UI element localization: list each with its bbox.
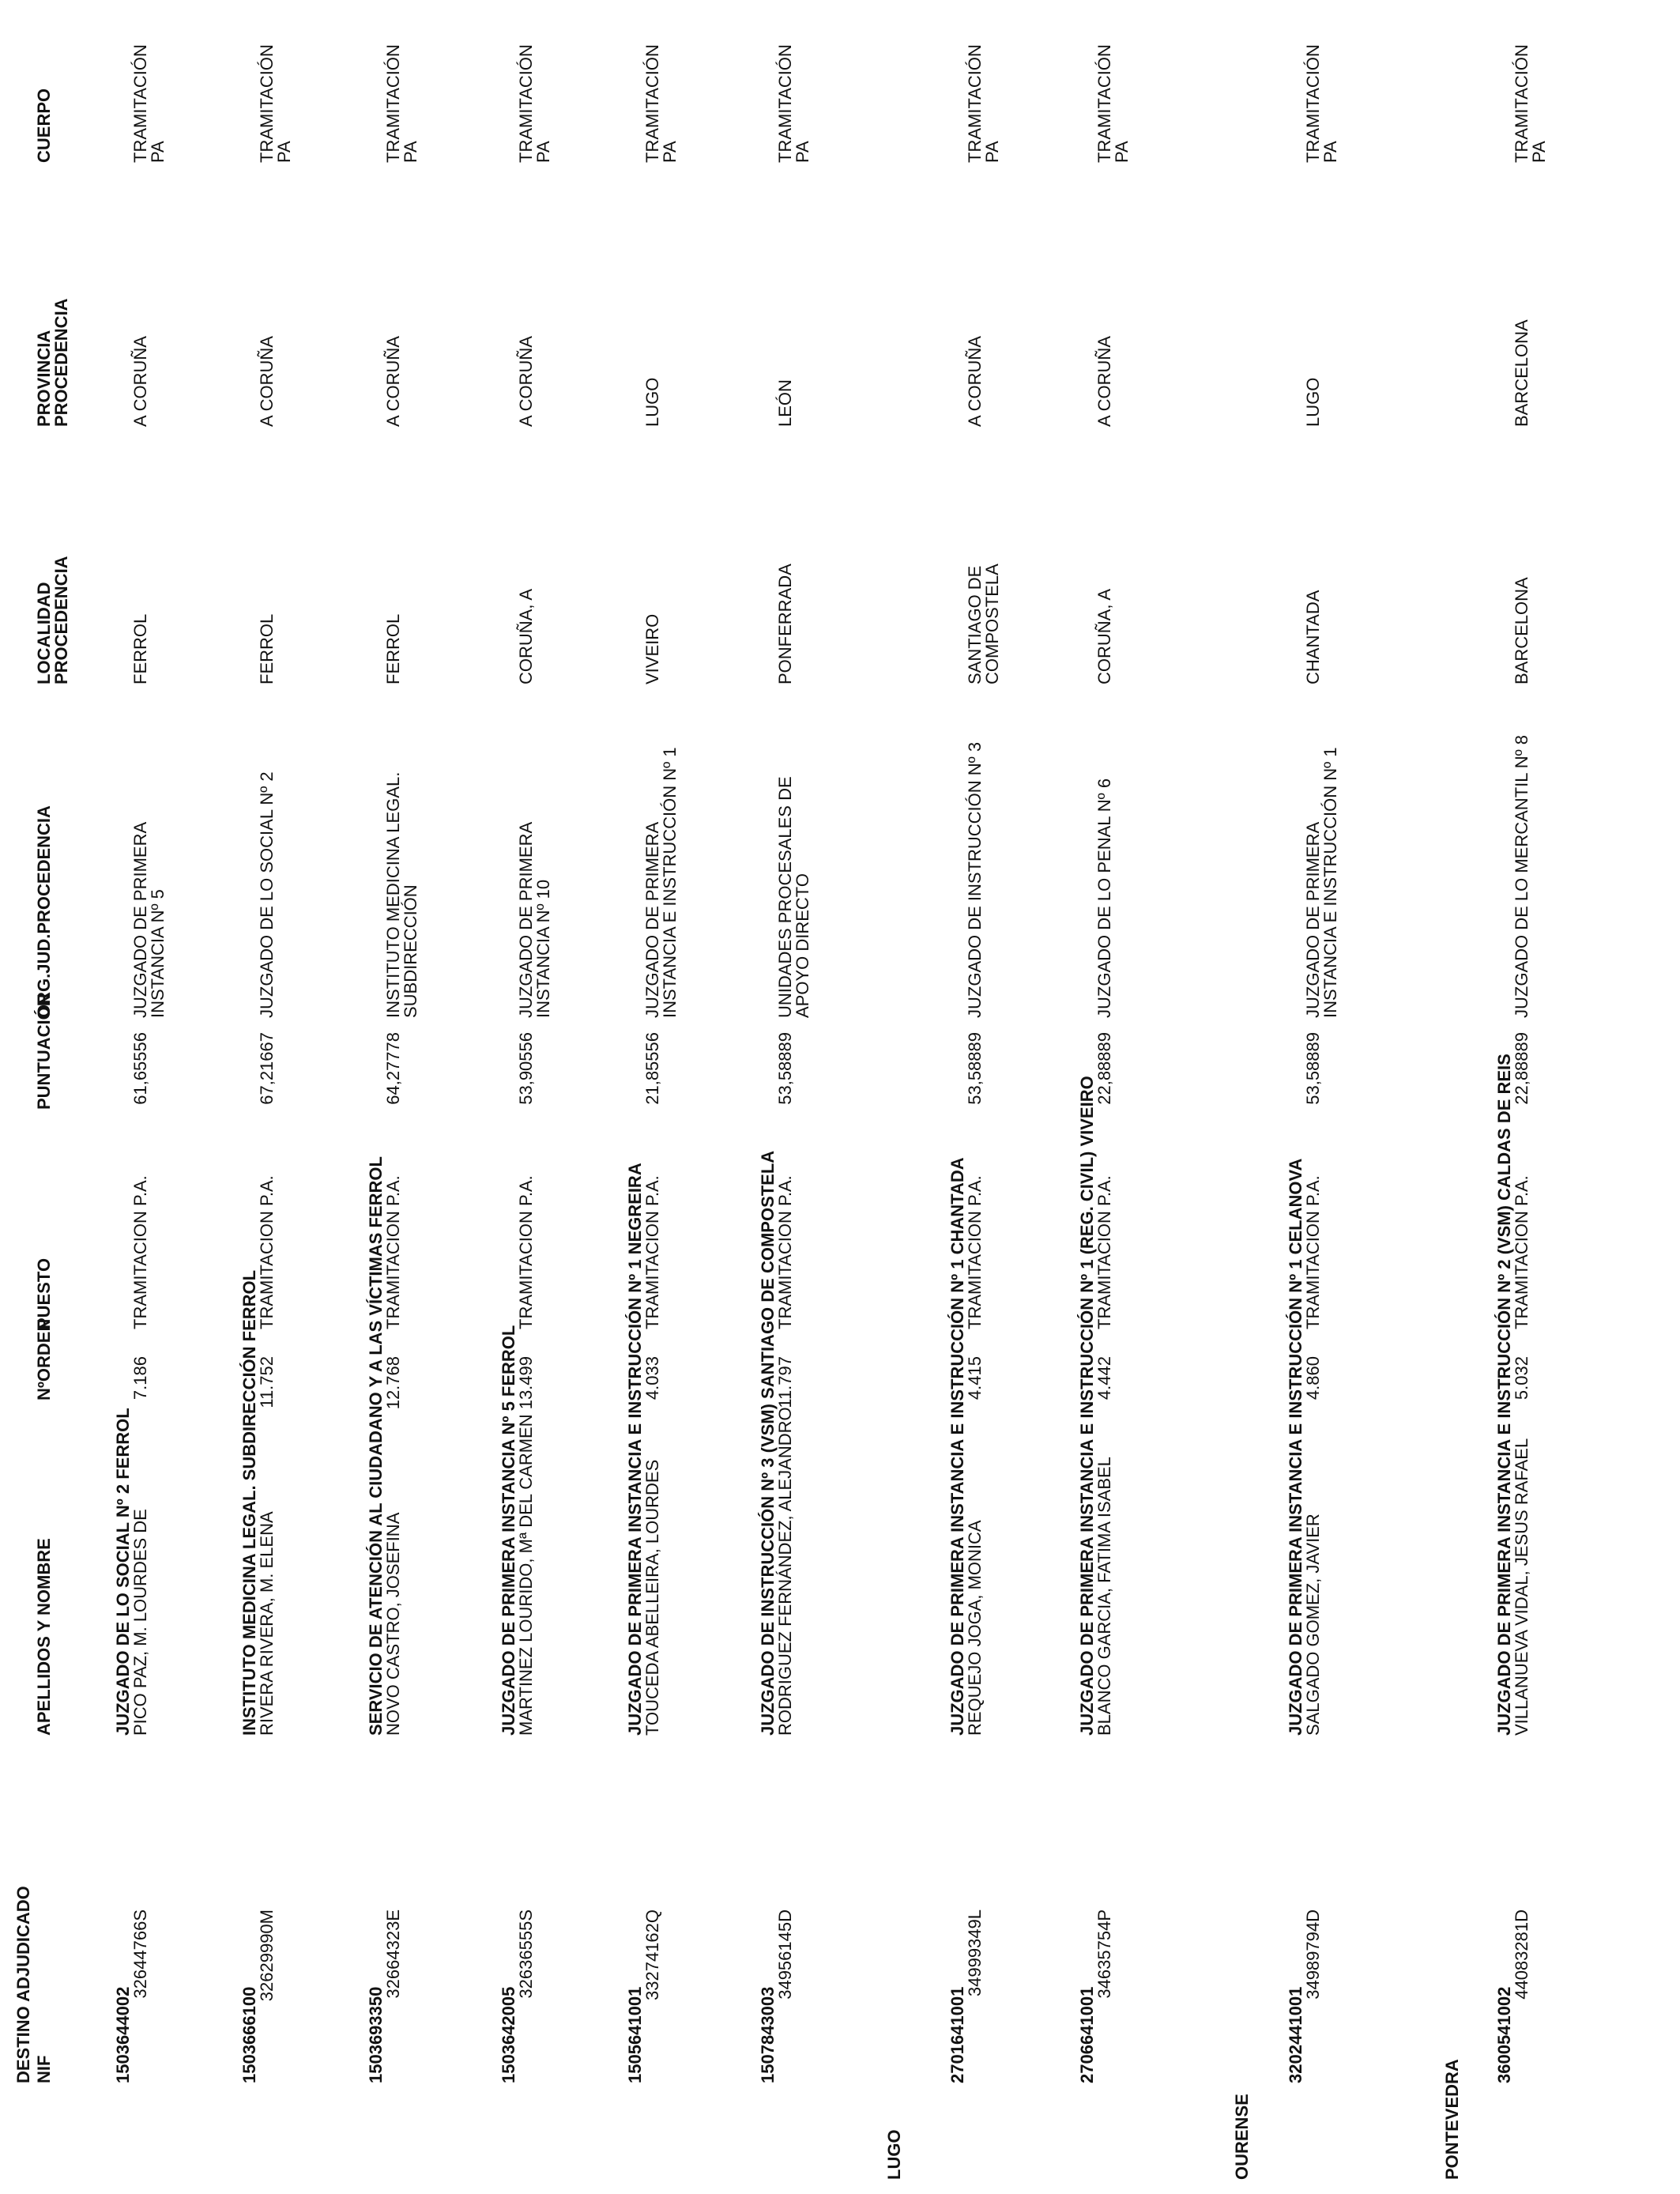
cuerpo-line-2: PA <box>1320 141 1340 163</box>
header-puntuacion: PUNTUACIÓN <box>34 993 54 1110</box>
header-destino: DESTINO ADJUDICADO <box>13 1886 33 2083</box>
org-line-2: INSTANCIA Nº 10 <box>533 879 553 1018</box>
cuerpo-line-2: PA <box>982 141 1002 163</box>
org-line-1: JUZGADO DE LO PENAL Nº 6 <box>1094 778 1114 1018</box>
puesto: TRAMITACION P.A. <box>257 1175 277 1329</box>
apellidos-nombre: TOUCEDA ABELLEIRA, LOURDES <box>642 1459 662 1736</box>
destino-name: SERVICIO DE ATENCIÓN AL CIUDADANO Y A LAS VÍCTIMAS FERROL <box>366 1156 386 1736</box>
cuerpo-line-2: PA <box>660 141 680 163</box>
org-line-1: UNIDADES PROCESALES DE <box>775 776 795 1018</box>
cuerpo-line-1: TRAMITACIÓN <box>1303 44 1323 163</box>
cuerpo-line-1: TRAMITACIÓN <box>1512 44 1531 163</box>
nif: 34956145D <box>775 1909 795 2000</box>
header-localidad-1: LOCALIDAD <box>34 582 54 684</box>
provincia: A CORUÑA <box>130 336 150 427</box>
puesto: TRAMITACION P.A. <box>516 1175 536 1329</box>
org-line-2: APOYO DIRECTO <box>793 873 812 1018</box>
org-line-1: JUZGADO DE LO SOCIAL Nº 2 <box>257 771 277 1018</box>
puntuacion: 64,27778 <box>383 1032 403 1105</box>
localidad: CHANTADA <box>1303 590 1323 684</box>
header-org: ORG.JUD.PROCEDENCIA <box>34 805 54 1018</box>
org-line-2: INSTANCIA E INSTRUCCIÓN Nº 1 <box>1320 747 1340 1018</box>
header-nif: NIF <box>34 2055 54 2083</box>
nif: 32664323E <box>383 1909 403 1999</box>
org-line-1: JUZGADO DE LO MERCANTIL Nº 8 <box>1512 734 1531 1018</box>
destino-code: 2701641001 <box>947 1986 967 2083</box>
puntuacion: 67,21667 <box>257 1032 277 1105</box>
header-provincia-1: PROVINCIA <box>34 330 54 427</box>
puntuacion: 22,88889 <box>1512 1032 1531 1105</box>
destino-name: JUZGADO DE LO SOCIAL Nº 2 FERROL <box>113 1408 133 1736</box>
destino-code: 1503642005 <box>499 1986 518 2083</box>
province-ourense: OURENSE <box>1232 2094 1252 2180</box>
cuerpo-line-1: TRAMITACIÓN <box>383 44 403 163</box>
org-line-1: JUZGADO DE PRIMERA <box>642 821 662 1018</box>
localidad: CORUÑA, A <box>1094 588 1114 684</box>
norden: 11.752 <box>257 1356 277 1408</box>
header-localidad-2: PROCEDENCIA <box>51 556 71 684</box>
puesto: TRAMITACION P.A. <box>130 1175 150 1329</box>
destino-code: 3600541002 <box>1494 1986 1514 2083</box>
nif: 34635754P <box>1094 1909 1114 1999</box>
cuerpo-line-2: PA <box>274 141 294 163</box>
cuerpo-line-2: PA <box>1529 141 1549 163</box>
puntuacion: 22,88889 <box>1094 1032 1114 1105</box>
nif: 32644766S <box>130 1909 150 1999</box>
apellidos-nombre: PICO PAZ, M. LOURDES DE <box>130 1509 150 1736</box>
localidad-line-2: COMPOSTELA <box>982 564 1002 684</box>
destino-name: JUZGADO DE PRIMERA INSTANCIA E INSTRUCCIÓN Nº 2 (VSM) CALDAS DE REIS <box>1494 1054 1514 1736</box>
cuerpo-line-2: PA <box>793 141 812 163</box>
puntuacion: 53,58889 <box>965 1032 985 1105</box>
org-line-1: JUZGADO DE PRIMERA <box>1303 821 1323 1018</box>
destino-code: 2706641001 <box>1077 1986 1097 2083</box>
localidad-line-1: SANTIAGO DE <box>965 565 985 684</box>
puesto: TRAMITACION P.A. <box>1512 1175 1531 1329</box>
org-line-1: JUZGADO DE PRIMERA <box>130 821 150 1018</box>
puesto: TRAMITACION P.A. <box>642 1175 662 1329</box>
destino-name: JUZGADO DE PRIMERA INSTANCIA E INSTRUCCIÓN Nº 1 CHANTADA <box>947 1157 967 1736</box>
cuerpo-line-1: TRAMITACIÓN <box>775 44 795 163</box>
provincia: A CORUÑA <box>516 336 536 427</box>
cuerpo-line-1: TRAMITACIÓN <box>1094 44 1114 163</box>
destino-name: JUZGADO DE PRIMERA INSTANCIA E INSTRUCCIÓN Nº 1 NEGREIRA <box>625 1163 645 1736</box>
puesto: TRAMITACION P.A. <box>1094 1175 1114 1329</box>
norden: 5.032 <box>1512 1356 1531 1400</box>
apellidos-nombre: REQUEJO JOGA, MONICA <box>965 1520 985 1736</box>
apellidos-nombre: RODRIGUEZ FERNÁNDEZ, ALEJANDRO <box>775 1407 795 1736</box>
provincia: A CORUÑA <box>1094 336 1114 427</box>
org-line-1: INSTITUTO MEDICINA LEGAL. <box>383 771 403 1018</box>
org-line-2: SUBDIRECCIÓN <box>401 884 420 1018</box>
nif: 44083281D <box>1512 1909 1531 2000</box>
cuerpo-line-2: PA <box>401 141 420 163</box>
cuerpo-line-2: PA <box>533 141 553 163</box>
norden: 7.186 <box>130 1356 150 1400</box>
header-cuerpo: CUERPO <box>34 88 54 163</box>
header-provincia-2: PROCEDENCIA <box>51 298 71 427</box>
localidad: PONFERRADA <box>775 564 795 684</box>
provincia: A CORUÑA <box>383 336 403 427</box>
puntuacion: 61,65556 <box>130 1032 150 1105</box>
provincia: A CORUÑA <box>965 336 985 427</box>
nif: 34999349L <box>965 1909 985 1997</box>
localidad: FERROL <box>130 613 150 684</box>
puesto: TRAMITACION P.A. <box>775 1175 795 1329</box>
provincia: LUGO <box>1303 377 1323 427</box>
province-pontevedra: PONTEVEDRA <box>1442 2059 1462 2180</box>
org-line-2: INSTANCIA E INSTRUCCIÓN Nº 1 <box>660 747 680 1018</box>
localidad: FERROL <box>383 613 403 684</box>
puesto: TRAMITACION P.A. <box>965 1175 985 1329</box>
norden: 12.768 <box>383 1356 403 1410</box>
norden: 4.415 <box>965 1356 985 1400</box>
cuerpo-line-1: TRAMITACIÓN <box>642 44 662 163</box>
norden: 11.797 <box>775 1356 795 1408</box>
destino-name: JUZGADO DE PRIMERA INSTANCIA E INSTRUCCIÓN Nº 1 (REG. CIVIL) VIVEIRO <box>1077 1076 1097 1736</box>
localidad: FERROL <box>257 613 277 684</box>
destino-code: 3202441001 <box>1286 1986 1305 2083</box>
apellidos-nombre: SALGADO GOMEZ, JAVIER <box>1303 1514 1323 1736</box>
nif: 34989794D <box>1303 1909 1323 2000</box>
apellidos-nombre: BLANCO GARCIA, FATIMA ISABEL <box>1094 1457 1114 1736</box>
destino-code: 1503693350 <box>366 1986 386 2083</box>
apellidos-nombre: NOVO CASTRO, JOSEFINA <box>383 1512 403 1736</box>
puntuacion: 53,90556 <box>516 1032 536 1105</box>
nif: 33274162Q <box>642 1909 662 2000</box>
cuerpo-line-2: PA <box>148 141 168 163</box>
destino-name: JUZGADO DE PRIMERA INSTANCIA E INSTRUCCIÓN Nº 1 CELANOVA <box>1286 1158 1305 1736</box>
norden: 4.860 <box>1303 1356 1323 1400</box>
cuerpo-line-1: TRAMITACIÓN <box>130 44 150 163</box>
org-line-2: INSTANCIA Nº 5 <box>148 889 168 1018</box>
localidad: CORUÑA, A <box>516 588 536 684</box>
norden: 4.442 <box>1094 1356 1114 1400</box>
cuerpo-line-1: TRAMITACIÓN <box>516 44 536 163</box>
norden: 4.033 <box>642 1356 662 1400</box>
destino-code: 1505641001 <box>625 1986 645 2083</box>
nif: 32629990M <box>257 1909 277 2002</box>
org-line-1: JUZGADO DE PRIMERA <box>516 821 536 1018</box>
nif: 32636555S <box>516 1909 536 1999</box>
destino-name: JUZGADO DE PRIMERA INSTANCIA Nº 5 FERROL <box>499 1325 518 1736</box>
apellidos-nombre: RIVERA RIVERA, M. ELENA <box>257 1511 277 1736</box>
puntuacion: 53,58889 <box>775 1032 795 1105</box>
puntuacion: 21,85556 <box>642 1032 662 1105</box>
cuerpo-line-1: TRAMITACIÓN <box>965 44 985 163</box>
localidad: VIVEIRO <box>642 613 662 684</box>
header-puesto: PUESTO <box>34 1257 54 1329</box>
cuerpo-line-2: PA <box>1112 141 1132 163</box>
apellidos-nombre: MARTINEZ LOURIDO, Mª DEL CARMEN <box>516 1414 536 1736</box>
cuerpo-line-1: TRAMITACIÓN <box>257 44 277 163</box>
header-norden: NºORDEN <box>34 1318 54 1400</box>
org-line-1: JUZGADO DE INSTRUCCIÓN Nº 3 <box>965 741 985 1018</box>
destino-name: JUZGADO DE INSTRUCCIÓN Nº 3 (VSM) SANTIAGO DE COMPOSTELA <box>758 1150 778 1736</box>
localidad: BARCELONA <box>1512 577 1531 684</box>
destino-code: 1503644002 <box>113 1986 133 2083</box>
province-lugo: LUGO <box>884 2129 904 2180</box>
puntuacion: 53,58889 <box>1303 1032 1323 1105</box>
provincia: LUGO <box>642 377 662 427</box>
puesto: TRAMITACION P.A. <box>1303 1175 1323 1329</box>
header-apellidos: APELLIDOS Y NOMBRE <box>34 1538 54 1736</box>
apellidos-nombre: VILLANUEVA VIDAL, JESUS RAFAEL <box>1512 1438 1531 1736</box>
provincia: A CORUÑA <box>257 336 277 427</box>
provincia: BARCELONA <box>1512 319 1531 427</box>
destino-name: INSTITUTO MEDICINA LEGAL. SUBDIRECCIÓN FERROL <box>239 1269 259 1736</box>
destino-code: 1503666100 <box>239 1986 259 2083</box>
provincia: LEÓN <box>775 379 795 427</box>
puesto: TRAMITACION P.A. <box>383 1175 403 1329</box>
norden: 13.499 <box>516 1356 536 1410</box>
destino-code: 1507843003 <box>758 1986 778 2083</box>
